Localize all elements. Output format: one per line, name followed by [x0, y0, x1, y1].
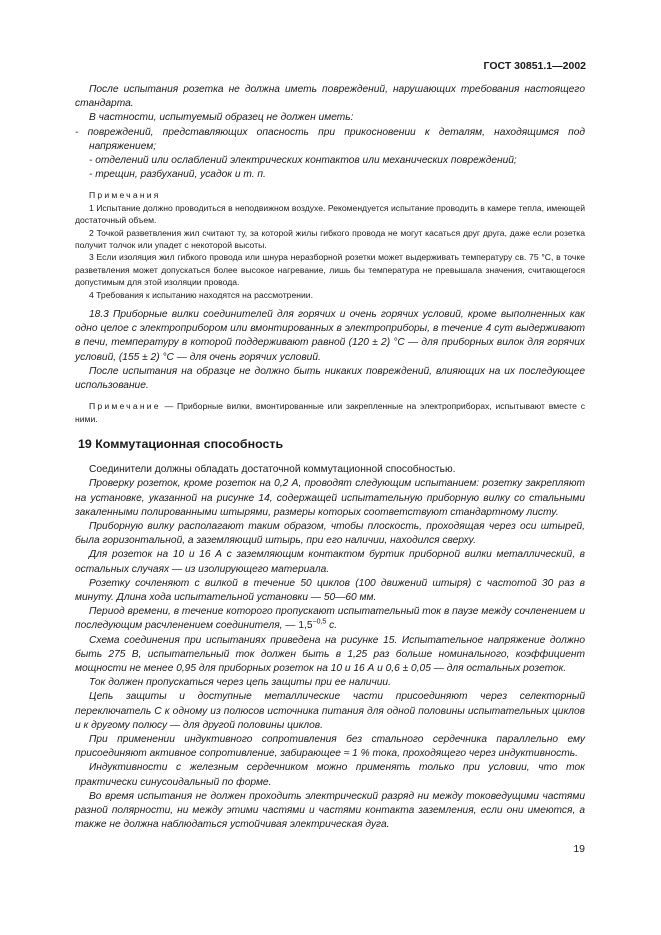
- time-unit: с.: [326, 620, 338, 632]
- note-label: Примечание: [89, 401, 161, 412]
- note-item: 4 Требования к испытанию находятся на рассмотрении.: [89, 289, 313, 300]
- paragraph: В частности, испытуемый образец не должен иметь:: [89, 112, 354, 124]
- clause-18-3: 18.3 Приборные вилки соединителей для горячих и очень горячих условий, кроме выполненных как одно целое с электроприбором или вмонтированных в электроприборы, в течение 4 сут выдерживают в печи, температуру в которой поддерживают равной (120 ± 2) °С — для приборных вилок для горячих условий, (155 ± 2) °С — для очень горячих условий.: [75, 309, 585, 363]
- page-content: [75, 83, 585, 832]
- paragraph: Во время испытания не должен проходить электрический разряд ни между токоведущими частями разной полярности, ни между этими частями и частями контакта заземления, если они имеются, а также не должна наблюдаться устойчивая электрическая дуга.: [75, 790, 585, 831]
- paragraph: Цепь защиты и доступные металлические части присоединяют через селекторный переключатель С к одному из полюсов источника питания для одной половины испытательных циклов и к другому полюсу — для другой половины циклов.: [75, 691, 585, 731]
- paragraph: Индуктивности с железным сердечником можно применять только при условии, что ток практически синусоидальный по форме.: [75, 762, 585, 788]
- paragraph: Для розеток на 10 и 16 А с заземляющим контактом буртик приборной вилки металлический, в остальных случаях — из изолирующего материала.: [75, 549, 585, 575]
- time-value: 1,5: [298, 620, 313, 632]
- paragraph: Проверку розеток, кроме розеток на 0,2 А, проводят следующим испытанием: розетку закрепляют на установке, указанной на рисунке 14, содержащей испытательную приборную вилку со стальными закаленными полированными штырями, размеры которых соответствуют стандартному листу.: [75, 478, 585, 518]
- paragraph: После испытания на образце не должно быть никаких повреждений, влияющих на их последующее использование.: [75, 365, 585, 392]
- paragraph: [75, 605, 585, 633]
- note-item: 1 Испытание должно проводиться в неподвижном воздухе. Рекомендуется испытание проводить в камере тепла, имеющей достаточный объем.: [75, 202, 585, 226]
- paragraph: Розетку сочленяют с вилкой в течение 50 циклов (100 движений штыря) с частотой 30 раз в минуту. Длина хода испытательной установки — 50—60 мм.: [75, 577, 585, 603]
- paragraph: После испытания розетка не должна иметь повреждений, нарушающих требования настоящего стандарта.: [75, 84, 585, 110]
- paragraph: При применении индуктивного сопротивления без стального сердечника параллельно ему присоединяют активное сопротивление, забирающее ≈ 1 % тока, проходящего через индуктивность.: [75, 733, 585, 760]
- note-item: 2 Точкой разветвления жил считают ту, за которой жилы гибкого провода не могут касаться друг друга, даже если розетка получит толчок или упадет с некоторой высоты.: [75, 227, 585, 251]
- paragraph-text: Период времени, в течение которого пропускают испытательный ток в паузе между сочленением и последующим расчленением соединителя, —: [75, 606, 585, 632]
- note: [75, 400, 585, 425]
- list-item: - трещин, разбуханий, усадок и т. п.: [89, 169, 266, 181]
- notes-title: Примечания: [89, 190, 161, 201]
- paragraph: Ток должен пропускаться через цепь защиты при ее наличии.: [89, 677, 391, 689]
- list-item: - повреждений, представляющих опасность при прикосновении к деталям, находящимся под напряжением;: [75, 126, 585, 152]
- note-item: 3 Если изоляция жил гибкого провода или шнура неразборной розетки может выдерживать температуру св. 75 °С, в точке разветвления может допускаться более высокое нагревание, лишь бы температура не превышала значения, считающегося допустимым для этой изоляции провода.: [75, 252, 585, 288]
- document-number: ГОСТ 30851.1—2002: [483, 60, 586, 72]
- paragraph: Схема соединения при испытаниях приведена на рисунке 15. Испытательное напряжение должно быть 275 В, испытательный ток должен быть в 1,25 раз больше номинального, коэффициент мощности не менее 0,95 для приборных розеток на 10 и 16 А и 0,6 ± 0,05 — для остальных розеток.: [75, 634, 585, 674]
- list-item: - отделений или ослаблений электрических контактов или механических повреждений;: [89, 155, 517, 167]
- paragraph: Соединители должны обладать достаточной коммутационной способностью.: [89, 464, 456, 476]
- paragraph: Приборную вилку располагают таким образом, чтобы плоскость, проходящая через оси штырей, была горизонтальной, а заземляющий штырь, при его наличии, находился сверху.: [75, 520, 585, 547]
- time-tolerance: −0,5: [312, 618, 327, 626]
- section-title: 19 Коммутационная способность: [78, 437, 284, 452]
- note-text: — Приборные вилки, вмонтированные или закрепленные на электроприборах, испытывают вместе с ними.: [75, 401, 585, 424]
- page-number: 19: [573, 843, 585, 855]
